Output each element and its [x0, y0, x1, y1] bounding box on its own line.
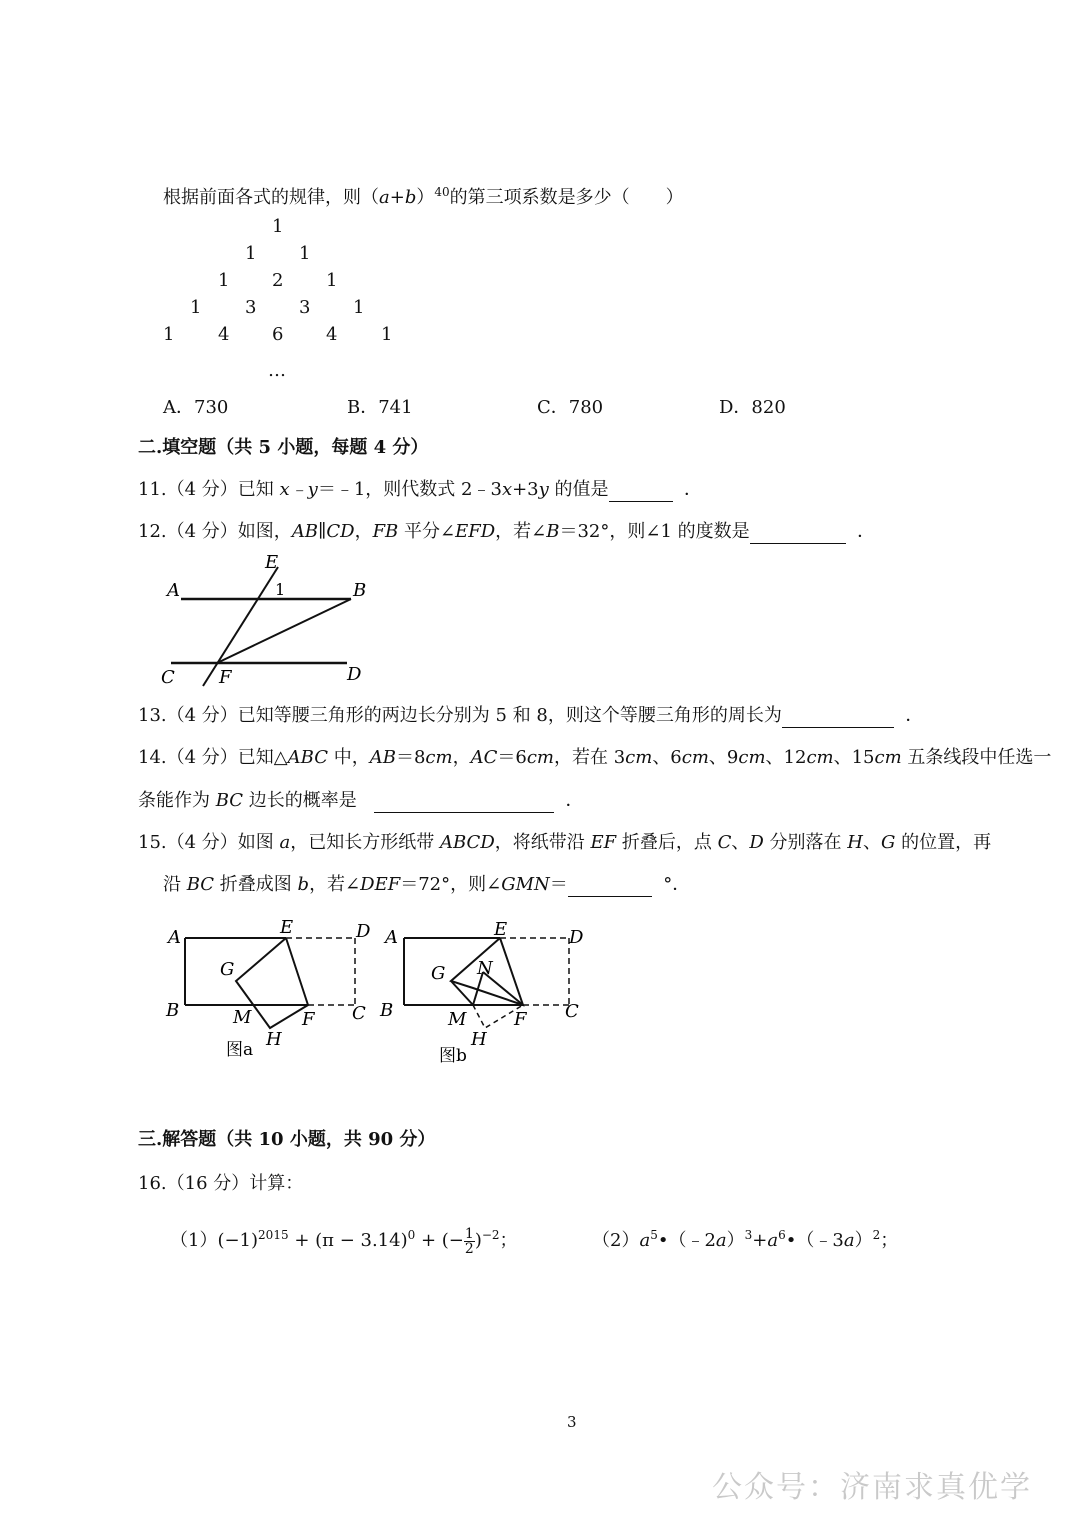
q14-l2b: 边长的概率是	[243, 790, 357, 811]
figb-label-m: M	[448, 1009, 467, 1030]
q10-option-b: B．741	[347, 397, 413, 418]
q14-p8: 、9	[708, 747, 739, 768]
q16-s2-d: •（﹣3	[785, 1230, 844, 1251]
q12-line-ef	[203, 567, 278, 686]
figb-label-c: C	[565, 1001, 579, 1022]
figb-label-b: B	[380, 1000, 394, 1021]
q15-p7: 、	[862, 832, 881, 853]
q11-y: y	[538, 479, 549, 500]
figa-label-c: C	[352, 1003, 366, 1024]
q11-text	[138, 478, 702, 502]
q15-gmn: GMN	[501, 874, 550, 895]
q14-answer-blank[interactable]	[374, 794, 554, 813]
q15-b: b	[297, 874, 310, 895]
pascal-r4-c3: 3	[299, 297, 311, 318]
q16-s1-label: （1）	[170, 1230, 218, 1251]
figa-label-e: E	[280, 917, 294, 938]
figa-label-b: B	[166, 1000, 180, 1021]
q16-s1-denominator: 2	[464, 1240, 474, 1257]
q16-s1-numerator: 1	[464, 1225, 474, 1242]
figb-label-n: N	[477, 958, 493, 979]
q11-expr: x﹣y	[279, 479, 318, 500]
q12-label-d: D	[347, 664, 362, 685]
q16-s2-a: a	[639, 1230, 651, 1251]
q15-ef: EF	[590, 832, 617, 853]
q15-text-line1	[138, 831, 991, 855]
q12-p5: ＝32°，则∠1 的度数是	[559, 521, 750, 542]
q10-var-a: a	[379, 187, 390, 208]
q14-cm4: cm	[681, 747, 709, 768]
q16-s2-c-exp: 6	[778, 1228, 786, 1242]
q15-figure-b	[375, 915, 605, 1065]
q14-l2a: 条能作为	[138, 790, 216, 811]
q15-l2e: ＝	[549, 874, 568, 895]
section3-title: 三.解答题（共 10 小题，共 90 分）	[138, 1129, 436, 1150]
q16-s1-c: + (−	[415, 1230, 464, 1251]
watermark: 公众号：济南求真优学	[712, 1470, 1032, 1505]
figa-label-a: A	[168, 927, 181, 948]
q12-ab-cd: AB∥CD	[291, 521, 355, 542]
pascal-r4-c2: 3	[245, 297, 257, 318]
q15-l2a: 沿	[163, 874, 187, 895]
q16-s2-label: （2）	[592, 1230, 640, 1251]
pascal-r4-c4: 1	[353, 297, 365, 318]
q12-p3: 平分∠	[398, 521, 456, 542]
figa-label-m: M	[233, 1007, 252, 1028]
q14-p1: 14.（4 分）已知△	[138, 747, 288, 768]
q14-cm5: cm	[738, 747, 766, 768]
q12-end: ．	[857, 521, 876, 542]
q10-question-text	[163, 180, 684, 210]
pascal-r1-c1: 1	[272, 216, 284, 237]
pascal-r2-c2: 1	[299, 243, 311, 264]
q15-l2d: ＝72°，则∠	[400, 874, 502, 895]
q15-a: a	[279, 832, 291, 853]
q15-text-line2	[163, 873, 690, 897]
q16-subquestion-1	[170, 1220, 518, 1256]
q14-p2: 中，	[328, 747, 370, 768]
q11-answer-blank[interactable]	[609, 483, 673, 502]
q16-s2-d-a: a	[843, 1230, 855, 1251]
q15-def: DEF	[360, 874, 401, 895]
q16-s2-d2: ）	[854, 1230, 873, 1251]
q14-end: ．	[565, 790, 584, 811]
q15-l2b: 折叠成图	[214, 874, 298, 895]
q10-var-b: b	[404, 187, 417, 208]
q16-s2-b-exp: 3	[744, 1228, 753, 1242]
pascal-r5-c1: 1	[163, 324, 175, 345]
q14-p7: 、6	[652, 747, 682, 768]
figb-label-h: H	[471, 1029, 487, 1050]
q14-p4: ，	[452, 747, 471, 768]
q16-s2-b: •（﹣2	[657, 1230, 716, 1251]
q14-p5: ＝6	[497, 747, 527, 768]
q14-cm3: cm	[625, 747, 653, 768]
q13-text	[138, 704, 923, 728]
q16-s2-end: ；	[880, 1230, 899, 1251]
q14-abc: ABC	[287, 747, 328, 768]
q10-suffix: 的第三项系数是多少（ ）	[449, 187, 684, 208]
q15-p8: 的位置，再	[895, 832, 992, 853]
q12-fb: FB	[372, 521, 399, 542]
figb-label-e: E	[494, 919, 508, 940]
q16-s2-b-a: a	[715, 1230, 727, 1251]
pascal-r3-c2: 2	[272, 270, 284, 291]
pascal-r4-c1: 1	[190, 297, 202, 318]
q11-x: x	[501, 479, 513, 500]
q15-l2c: ，若∠	[309, 874, 361, 895]
q10-option-d: D．820	[719, 397, 786, 418]
q15-answer-blank[interactable]	[568, 878, 652, 897]
q16-s1-b-exp: 0	[407, 1228, 416, 1242]
q13-answer-blank[interactable]	[782, 709, 894, 728]
q12-label-angle1: 1	[275, 580, 286, 599]
q12-p4: ，若∠	[495, 521, 547, 542]
q15-p4: 折叠后，点	[616, 832, 718, 853]
figb-label-g: G	[431, 963, 446, 984]
q12-efd: EFD	[455, 521, 496, 542]
figa-label-h: H	[266, 1029, 282, 1050]
q14-p6: ，若在 3	[553, 747, 626, 768]
q15-p6: 分别落在	[763, 832, 848, 853]
q13-body: 13.（4 分）已知等腰三角形的两边长分别为 5 和 8，则这个等腰三角形的周长为	[138, 705, 782, 726]
q14-cm6: cm	[806, 747, 834, 768]
q12-text	[138, 520, 875, 544]
q10-plus: +	[389, 187, 405, 208]
q11-end: ．	[684, 479, 702, 500]
pascal-r5-c2: 4	[218, 324, 230, 345]
q16-s2-d-exp: 2	[872, 1228, 881, 1242]
q14-cm1: cm	[425, 747, 453, 768]
pascal-r5-c3: 6	[272, 324, 284, 345]
q10-close: ）	[416, 187, 435, 208]
q15-figure-a	[160, 915, 380, 1065]
q16-s1-d-exp: −2	[481, 1228, 500, 1242]
q15-p2: ，已知长方形纸带	[290, 832, 440, 853]
q16-s1-fraction	[464, 1227, 475, 1256]
q12-answer-blank[interactable]	[750, 525, 846, 544]
q12-label-b: B	[353, 580, 367, 601]
q14-cm2: cm	[526, 747, 554, 768]
figa-caption: 图a	[226, 1040, 254, 1060]
section2-title: 二.填空题（共 5 小题，每题 4 分）	[138, 437, 429, 458]
q16-subquestion-2	[592, 1220, 898, 1256]
q14-text-line2	[138, 789, 583, 813]
q11-p1: 11.（4 分）已知	[138, 479, 280, 500]
q14-bc: BC	[215, 790, 244, 811]
q10-option-a: A．730	[163, 397, 229, 418]
q12-b: B	[546, 521, 560, 542]
q12-label-c: C	[161, 667, 175, 688]
pascal-ellipsis: …	[268, 360, 286, 381]
figa-label-g: G	[220, 959, 235, 980]
q14-cm7: cm	[874, 747, 902, 768]
q14-p3: ＝8	[395, 747, 426, 768]
q14-p10: 、15	[833, 747, 875, 768]
q12-label-f: F	[219, 667, 232, 688]
q13-end: ．	[905, 705, 924, 726]
pascal-r3-c1: 1	[218, 270, 230, 291]
pascal-r3-c3: 1	[326, 270, 338, 291]
figb-label-d: D	[569, 927, 584, 948]
pascal-r2-c1: 1	[245, 243, 257, 264]
q15-h: H	[847, 832, 863, 853]
figb-label-f: F	[514, 1009, 527, 1030]
page-number: 3	[567, 1413, 577, 1431]
q11-p3: +3	[512, 479, 539, 500]
q10-option-c: C．780	[537, 397, 604, 418]
q12-p2: ，	[354, 521, 373, 542]
pascal-r5-c4: 4	[326, 324, 338, 345]
q15-bc: BC	[186, 874, 215, 895]
q12-label-e: E	[265, 552, 279, 573]
q11-p4: 的值是	[548, 479, 609, 500]
q15-p5: 、	[731, 832, 750, 853]
figb-label-a: A	[385, 927, 398, 948]
q16-s1-a-exp: 2015	[258, 1228, 289, 1242]
q16-s2-c-a: a	[767, 1230, 779, 1251]
q11-p2: ＝﹣1，则代数式 2﹣3	[317, 479, 502, 500]
q16-s1-end: ；	[499, 1230, 518, 1251]
q16-s2-a-exp: 5	[650, 1228, 658, 1242]
q16-s1-a: (−1)	[217, 1230, 259, 1251]
q15-end: °．	[663, 874, 691, 895]
figa-label-d: D	[356, 921, 371, 942]
q14-p9: 、12	[765, 747, 807, 768]
q16-s1-b: + (π − 3.14)	[288, 1230, 408, 1251]
q14-ac: AC	[470, 747, 498, 768]
q15-g: G	[880, 832, 896, 853]
q16-s2-b2: ）	[726, 1230, 745, 1251]
figa-label-f: F	[302, 1009, 315, 1030]
q12-p1: 12.（4 分）如图，	[138, 521, 292, 542]
q10-prefix: 根据前面各式的规律，则（	[163, 187, 379, 208]
pascal-r5-c5: 1	[381, 324, 393, 345]
q15-p3: ，将纸带沿	[494, 832, 591, 853]
q12-figure	[155, 550, 375, 690]
figb-caption: 图b	[439, 1046, 467, 1065]
q14-ab: AB	[369, 747, 396, 768]
q15-abcd: ABCD	[440, 832, 495, 853]
q16-s2-c: +	[752, 1230, 768, 1251]
q16-head: 16.（16 分）计算：	[138, 1173, 304, 1194]
q16-s1-d: )	[474, 1230, 482, 1251]
q10-exponent: 40	[434, 185, 450, 199]
q15-c: C	[717, 832, 732, 853]
q15-d: D	[749, 832, 764, 853]
q15-p1: 15.（4 分）如图	[138, 832, 280, 853]
q14-p11: 五条线段中任选一	[901, 747, 1052, 768]
q14-text-line1	[138, 746, 1051, 770]
q12-label-a: A	[167, 580, 180, 601]
